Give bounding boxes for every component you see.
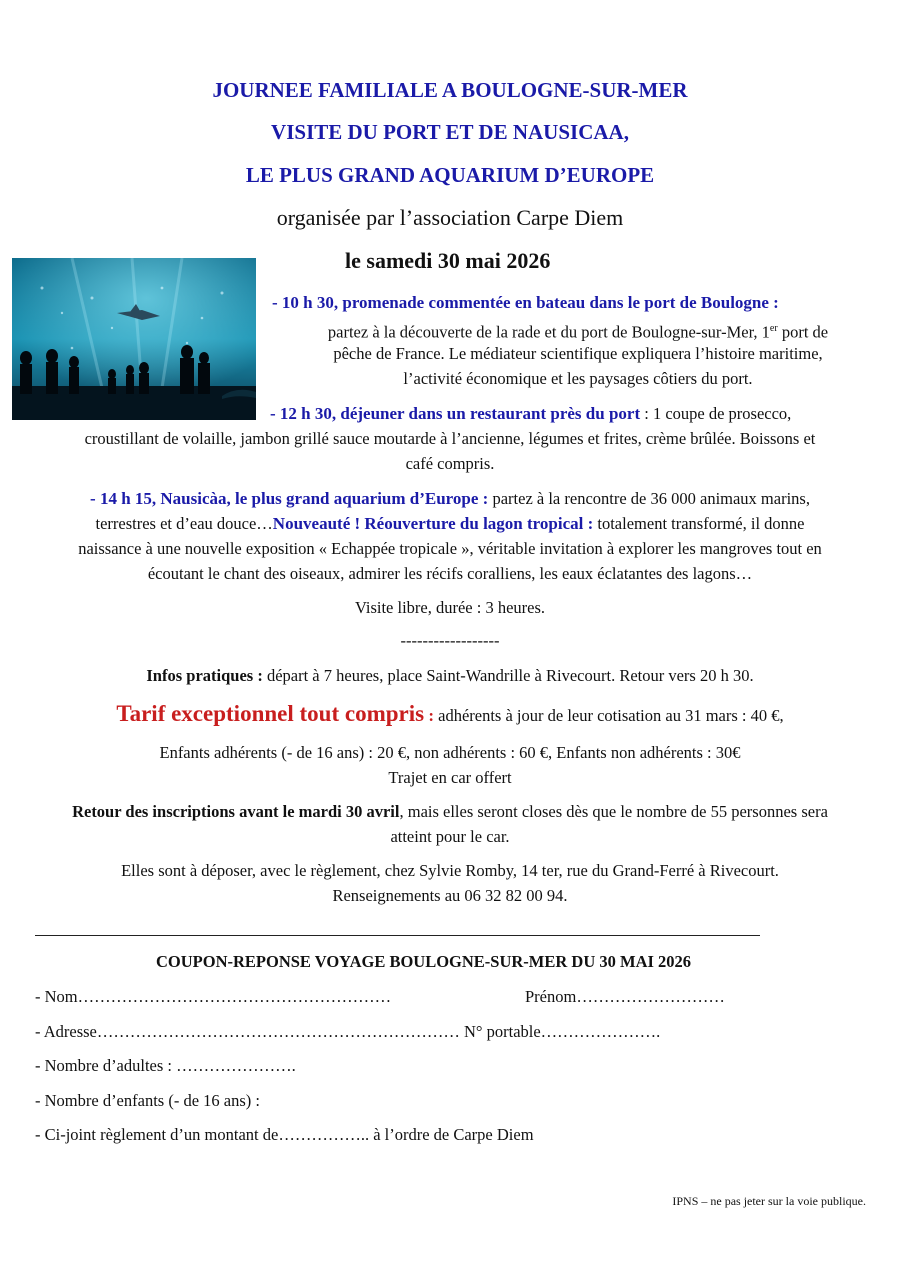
coupon-nom-field: - Nom………………………………………………… [35, 987, 392, 1006]
coupon-reglement-field: - Ci-joint règlement d’un montant de…………….. à l’ordre de Carpe Diem [35, 1125, 534, 1144]
program-item-2-line-2: croustillant de volaille, jambon grillé sauce moutarde à l’ancienne, légumes et frites, crème brûlée. Boissons et [84, 429, 816, 448]
title-line-2: VISITE DU PORT ET DE NAUSICAA, [271, 120, 629, 144]
practical-info-label: Infos pratiques : [146, 666, 263, 685]
program-item-3-text-1: partez à la rencontre de 36 000 animaux marins, [488, 489, 810, 508]
tarif-label: Tarif exceptionnel tout compris [116, 701, 425, 726]
coupon-adultes-field: - Nombre d’adultes : …………………. [35, 1056, 296, 1075]
visit-duration: Visite libre, durée : 3 heures. [354, 598, 546, 617]
program-item-1-line-1a: partez à la découverte de la rade et du port de Boulogne-sur-Mer, 1 [327, 322, 770, 342]
program-item-3-line-2 [0, 511, 900, 536]
contact-phone: Renseignements au 06 32 82 00 94. [332, 886, 568, 905]
program-item-3-line-3: naissance à une nouvelle exposition « Echappée tropicale », véritable invitation à explorer les mangroves tout en [78, 539, 822, 558]
inscriptions-line-1 [0, 799, 900, 824]
program-item-1-line-1b: port de [777, 322, 829, 342]
title-line-3: LE PLUS GRAND AQUARIUM D’EUROPE [245, 163, 655, 187]
tarif-colon: : [424, 706, 434, 725]
inscriptions-line-2: atteint pour le car. [390, 827, 510, 846]
inscriptions-deadline: Retour des inscriptions avant le mardi 30 avril [72, 802, 400, 821]
program-item-3-text-2c: totalement transformé, il donne [593, 514, 805, 533]
program-item-1-line-2: pêche de France. Le médiateur scientifique expliquera l’histoire maritime, [333, 344, 823, 363]
event-date: le samedi 30 mai 2026 [345, 248, 551, 273]
inscriptions-text: , mais elles seront closes dès que le nombre de 55 personnes sera [399, 802, 828, 821]
coupon-title: COUPON-REPONSE VOYAGE BOULOGNE-SUR-MER DU 30 MAI 2026 [156, 952, 692, 971]
program-item-3-line-1 [0, 486, 900, 511]
program-item-2-heading: - 12 h 30, déjeuner dans un restaurant près du port [270, 404, 641, 423]
program-item-3-heading: - 14 h 15, Nausicàa, le plus grand aquarium d’Europe : [90, 489, 489, 508]
aquarium-photo [12, 258, 256, 420]
practical-info-text: départ à 7 heures, place Saint-Wandrille à Rivecourt. Retour vers 20 h 30. [262, 666, 754, 685]
inscriptions-line-3: Elles sont à déposer, avec le règlement, chez Sylvie Romby, 14 ter, rue du Grand-Ferré à Rivecourt. [121, 861, 779, 880]
program-item-1-line-3: l’activité économique et les paysages côtiers du port. [403, 369, 753, 388]
program-item-3-line-4: écoutant le chant des oiseaux, admirer les récifs coralliens, les eaux éclatantes des lagons… [147, 564, 753, 583]
coupon-divider [35, 935, 760, 936]
separator-dashes: ------------------ [400, 631, 500, 650]
coupon-enfants-field: - Nombre d’enfants (- de 16 ans) : [35, 1091, 260, 1110]
coupon-prenom-field: Prénom……………………… [525, 987, 725, 1006]
program-item-3-text-2a: terrestres et d’eau douce… [95, 514, 273, 533]
ipns-footer: IPNS – ne pas jeter sur la voie publique. [672, 1194, 866, 1208]
practical-info [0, 663, 900, 688]
tarif-line-1 [0, 700, 900, 731]
program-item-2-line-3: café compris. [405, 454, 495, 473]
ordinal-suffix: er [769, 323, 778, 334]
coupon-adresse-field: - Adresse………………………………………………………… N° portable…………………. [35, 1022, 661, 1041]
title-line-1: JOURNEE FAMILIALE A BOULOGNE-SUR-MER [212, 78, 688, 102]
program-item-2-menu-start: : 1 coupe de prosecco, [640, 404, 792, 423]
tarif-line-3: Trajet en car offert [388, 768, 512, 787]
organizer-line: organisée par l’association Carpe Diem [276, 205, 624, 230]
program-item-2-line-1 [270, 401, 791, 426]
tarif-members-price: adhérents à jour de leur cotisation au 31 mars : 40 €, [434, 706, 784, 725]
lagoon-announcement: Nouveauté ! Réouverture du lagon tropical : [272, 514, 594, 533]
tarif-line-2: Enfants adhérents (- de 16 ans) : 20 €, non adhérents : 60 €, Enfants non adhérents : 30€ [159, 743, 741, 762]
program-item-1-heading: - 10 h 30, promenade commentée en bateau dans le port de Boulogne : [272, 293, 779, 312]
